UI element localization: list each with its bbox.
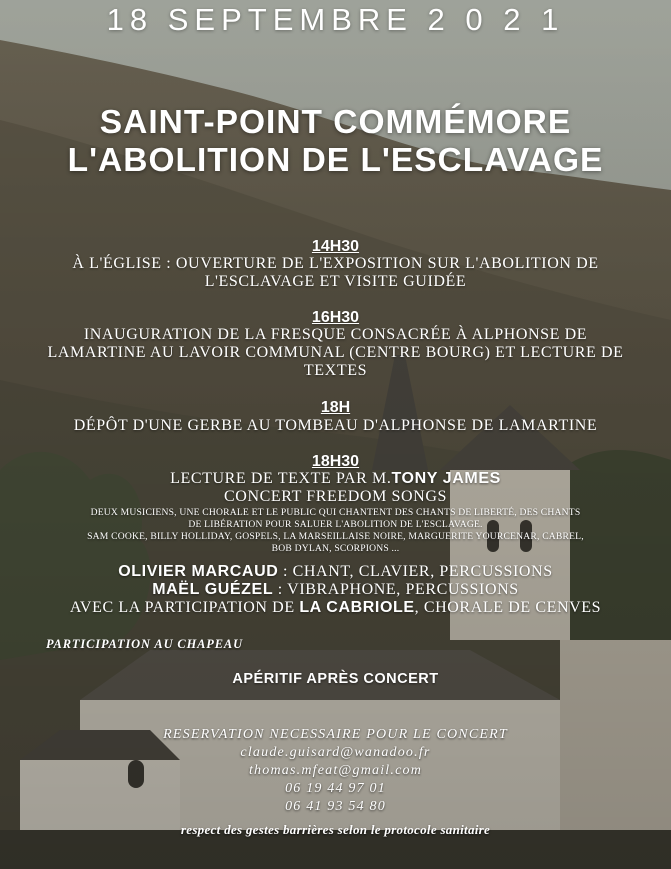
event-time-2: 16H30 (311, 309, 360, 326)
event-2-line: LAMARTINE AU LAVOIR COMMUNAL (CENTRE BOURG) ET LECTURE DE (47, 344, 624, 361)
chapeau-note: PARTICIPATION AU CHAPEAU (46, 637, 243, 651)
performer-2-role: : VIBRAPHONE, PERCUSSIONS (273, 581, 519, 598)
reservation-heading: RESERVATION NECESSAIRE POUR LE CONCERT (163, 727, 508, 742)
reservation-phone-2: 06 41 93 54 80 (285, 799, 386, 814)
reading-line (0, 470, 671, 488)
event-2-line: TEXTES (303, 362, 368, 379)
event-description-3 (0, 417, 671, 435)
performer-1-role: : CHANT, CLAVIER, PERCUSSIONS (278, 563, 553, 580)
concert-title: CONCERT FREEDOM SONGS (224, 488, 447, 505)
reservation-block (0, 726, 671, 816)
concert-detail-line: SAM COOKE, BILLY HOLLIDAY, GOSPELS, LA MARSEILLAISE NOIRE, MARGUERITE YOURCENAR, CABREL, (87, 531, 584, 542)
event-description-2 (0, 326, 671, 380)
event-time-3: 18H (320, 399, 351, 416)
reservation-email-2: thomas.mfeat@gmail.com (248, 763, 423, 778)
reservation-phone-1: 06 19 44 97 01 (285, 781, 386, 796)
poster-title (0, 104, 671, 180)
event-time-4: 18H30 (311, 453, 360, 470)
performer-1-name: OLIVIER MARCAUD (118, 563, 279, 580)
performer-2-name: MAËL GUÉZEL (152, 581, 274, 598)
title-line-2: L'ABOLITION DE L'ESCLAVAGE (67, 142, 604, 179)
participation-suffix: , CHORALE DE CENVES (414, 599, 602, 616)
event-2-line: INAUGURATION DE LA FRESQUE CONSACRÉE À ALPHONSE DE (83, 326, 588, 343)
concert-detail-line: DEUX MUSICIENS, UNE CHORALE ET LE PUBLIC QUI CHANTENT DES CHANTS DE LIBERTÉ, DES CHANTS (90, 507, 581, 518)
event-date: 18 SEPTEMBRE 2 0 2 1 (106, 2, 565, 37)
aperitif-note: APÉRITIF APRÈS CONCERT (232, 671, 439, 687)
event-1-line: À L'ÉGLISE : OUVERTURE DE L'EXPOSITION SUR L'ABOLITION DE (72, 255, 599, 272)
participation-name: LA CABRIOLE (299, 599, 415, 616)
event-time-1: 14H30 (311, 238, 360, 255)
participation (0, 599, 671, 617)
concert-detail-line: DE LIBÉRATION POUR SALUER L'ABOLITION DE L'ESCLAVAGE. (188, 519, 483, 530)
participation-prefix: AVEC LA PARTICIPATION DE (69, 599, 300, 616)
reservation-email-1: claude.guisard@wanadoo.fr (240, 745, 431, 760)
concert-detail-line: BOB DYLAN, SCORPIONS ... (271, 543, 400, 554)
performer-2 (0, 581, 671, 599)
performer-1 (0, 563, 671, 581)
reading-prefix: LECTURE DE TEXTE PAR M. (170, 470, 392, 487)
event-1-line: L'ESCLAVAGE ET VISITE GUIDÉE (204, 273, 467, 290)
concert-details (0, 507, 671, 555)
sanitary-protocol-note: respect des gestes barrières selon le protocole sanitaire (180, 822, 491, 837)
event-description-1 (0, 255, 671, 291)
event-3-line: DÉPÔT D'UNE GERBE AU TOMBEAU D'ALPHONSE DE LAMARTINE (73, 417, 598, 434)
reading-name: TONY JAMES (391, 470, 501, 487)
title-line-1: SAINT-POINT COMMÉMORE (99, 104, 572, 141)
